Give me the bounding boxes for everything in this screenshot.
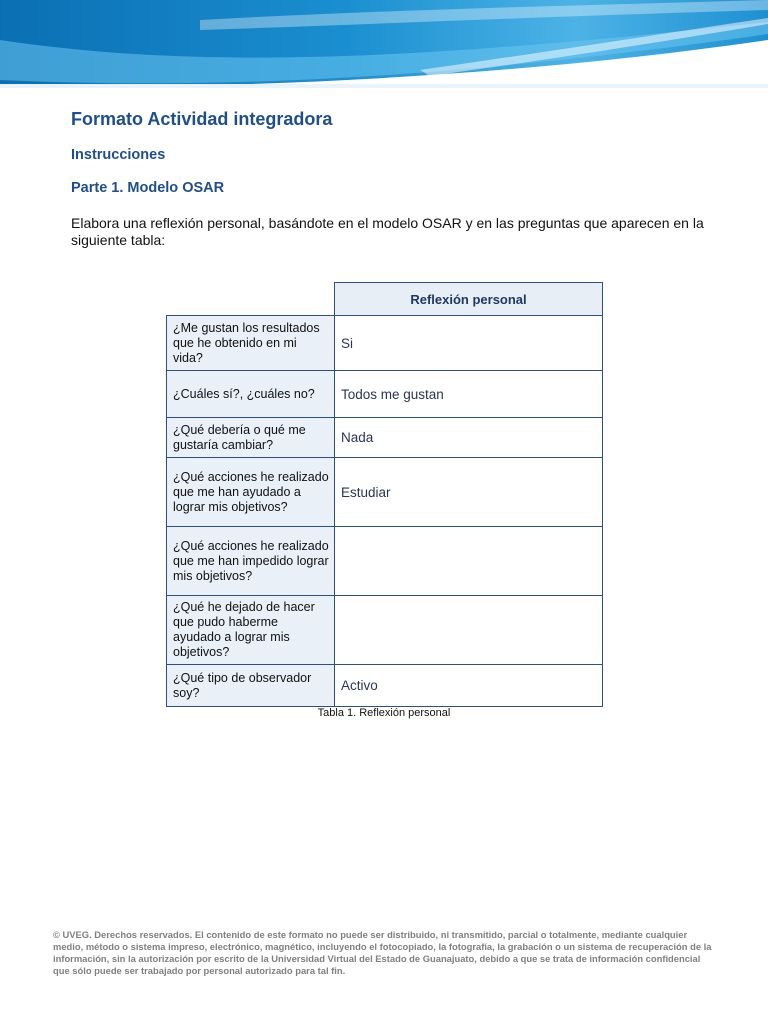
table-caption: Tabla 1. Reflexión personal <box>317 707 451 719</box>
copyright-notice: © UVEG. Derechos reservados. El contenido de este formato no puede ser distribuido, ni transmitido, parcial o totalmente, mediante cualquier medio, método o sistema impreso, electrónico, magnético, incluyendo el fotocopiado, la fotografía, la grabación o un sistema de recuperación de la información, sin la autorización por escrito de la Universidad Virtual del Estado de Guanajuato, debido a que se trata de información confidencial que sólo puede ser trabajado por personal autorizado para tal fin. <box>53 929 712 976</box>
answer-cell <box>335 596 603 665</box>
question-cell: ¿Qué tipo de observador soy? <box>167 665 335 707</box>
reflection-table <box>166 282 603 707</box>
table-header-row <box>167 283 603 316</box>
answer-cell: Activo <box>335 665 603 707</box>
answer-cell <box>335 527 603 596</box>
instructions-heading: Instrucciones <box>71 147 166 163</box>
answer-cell: Todos me gustan <box>335 371 603 418</box>
table-row <box>167 371 603 418</box>
question-cell: ¿Qué acciones he realizado que me han ayudado a lograr mis objetivos? <box>167 458 335 527</box>
page-title: Formato Actividad integradora <box>71 109 333 129</box>
banner-graphic <box>0 0 768 96</box>
question-cell: ¿Qué acciones he realizado que me han impedido lograr mis objetivos? <box>167 527 335 596</box>
answer-cell: Estudiar <box>335 458 603 527</box>
question-cell: ¿Qué he dejado de hacer que pudo haberme ayudado a lograr mis objetivos? <box>167 596 335 665</box>
empty-corner-cell <box>167 283 335 316</box>
answer-cell: Nada <box>335 418 603 458</box>
intro-paragraph: Elabora una reflexión personal, basándote en el modelo OSAR y en las preguntas que aparecen en la siguiente tabla: <box>71 215 704 248</box>
question-cell: ¿Me gustan los resultados que he obtenido en mi vida? <box>167 316 335 371</box>
table-row <box>167 316 603 371</box>
answer-cell: Si <box>335 316 603 371</box>
table-header: Reflexión personal <box>335 283 603 316</box>
question-cell: ¿Cuáles sí?, ¿cuáles no? <box>167 371 335 418</box>
table-row <box>167 665 603 707</box>
table-row <box>167 418 603 458</box>
part-heading: Parte 1. Modelo OSAR <box>71 180 225 196</box>
table-row <box>167 527 603 596</box>
table-row <box>167 458 603 527</box>
header-banner <box>0 0 768 96</box>
table-row <box>167 596 603 665</box>
question-cell: ¿Qué debería o qué me gustaría cambiar? <box>167 418 335 458</box>
